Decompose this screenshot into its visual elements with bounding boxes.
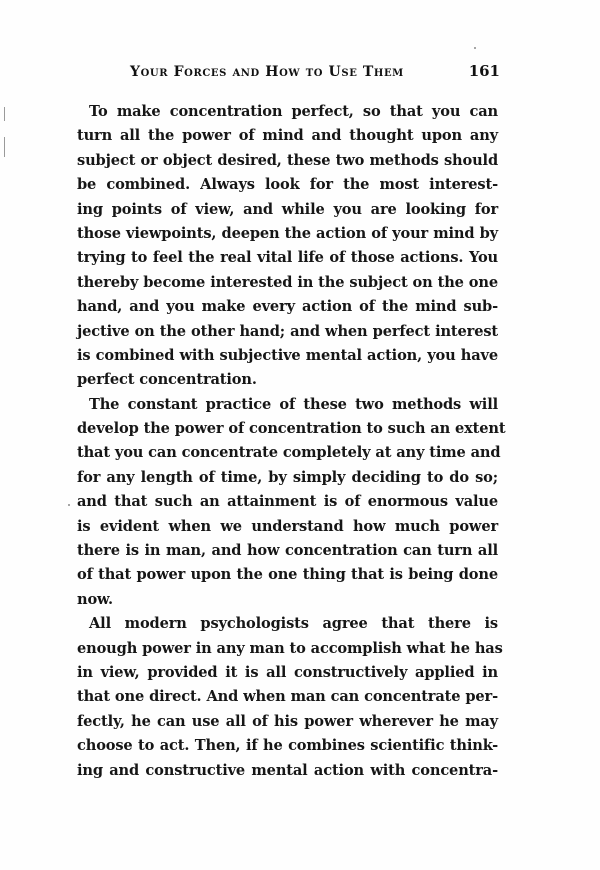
text-line: subject or object desired, these two methods should xyxy=(77,151,498,169)
text-line: The constant practice of these two methods will xyxy=(89,395,498,413)
paragraph-1 xyxy=(77,100,498,393)
text-line: develop the power of concentration to such an extent xyxy=(77,420,506,438)
margin-scan-mark xyxy=(4,107,5,121)
margin-scan-mark xyxy=(4,137,5,157)
running-head xyxy=(130,62,500,86)
text-line: choose to act. Then, if he combines scientific think- xyxy=(77,737,498,755)
text-line: thereby become interested in the subject on the one xyxy=(77,273,498,291)
text-line: now. xyxy=(77,590,113,608)
text-line: perfect concentration. xyxy=(77,371,257,389)
text-line: in view, provided it is all constructively applied in xyxy=(77,663,498,681)
text-line: To make concentration perfect, so that you can xyxy=(89,103,498,120)
page-number: 161 xyxy=(468,62,500,80)
text-line: those viewpoints, deepen the action of your mind by xyxy=(77,224,498,242)
text-line: enough power in any man to accomplish what he has xyxy=(77,639,503,657)
text-line: ing and constructive mental action with concentra- xyxy=(77,761,498,779)
text-line: that one direct. And when man can concentrate per- xyxy=(77,688,498,706)
text-line: is combined with subjective mental action, you have xyxy=(77,346,498,364)
scan-speck xyxy=(474,47,476,49)
text-line: be combined. Always look for the most interest- xyxy=(77,176,498,194)
text-line: and that such an attainment is of enormous value xyxy=(77,493,498,511)
paragraph-3 xyxy=(77,612,503,783)
text-line: is evident when we understand how much power xyxy=(77,517,498,535)
text-line: of that power upon the one thing that is being done xyxy=(77,566,498,584)
text-line: ing points of view, and while you are looking for xyxy=(77,200,498,218)
text-line: fectly, he can use all of his power wherever he may xyxy=(77,712,498,730)
text-line: hand, and you make every action of the mind sub- xyxy=(77,298,498,316)
scan-speck xyxy=(68,504,70,506)
text-line: there is in man, and how concentration can turn all xyxy=(77,542,498,560)
text-line: turn all the power of mind and thought upon any xyxy=(77,127,498,145)
text-line: All modern psychologists agree that there is xyxy=(89,615,498,633)
text-line: jective on the other hand; and when perfect interest xyxy=(77,322,498,340)
text-line: trying to feel the real vital life of those actions. You xyxy=(77,249,498,267)
body-text xyxy=(77,100,506,783)
text-line: that you can concentrate completely at any time and xyxy=(77,444,501,462)
running-title: Your Forces and How to Use Them xyxy=(130,64,404,80)
paragraph-2 xyxy=(77,393,506,613)
text-line: for any length of time, by simply deciding to do so; xyxy=(77,468,498,486)
